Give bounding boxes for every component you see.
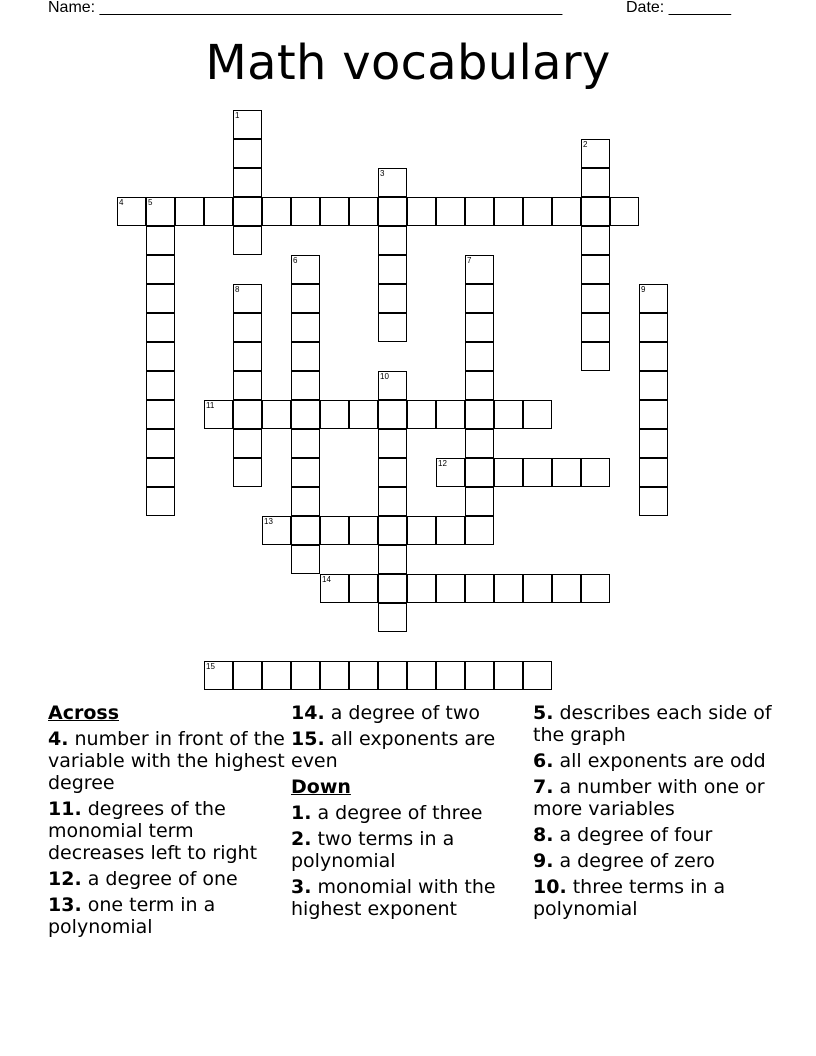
grid-cell[interactable] [204, 197, 233, 226]
grid-cell[interactable] [552, 197, 581, 226]
grid-cell[interactable] [465, 284, 494, 313]
grid-clue-number: 13 [264, 517, 273, 526]
grid-cell[interactable] [146, 458, 175, 487]
grid-clue-number: 5 [148, 198, 153, 207]
clue-number: 1. [291, 802, 312, 824]
grid-cell[interactable] [378, 197, 407, 226]
clue-number: 12. [48, 868, 82, 890]
grid-cell[interactable] [291, 342, 320, 371]
grid-cell[interactable] [291, 371, 320, 400]
clue-number: 2. [291, 828, 312, 850]
grid-cell[interactable] [465, 342, 494, 371]
clues-column-1 [48, 702, 288, 942]
clue-text: three terms in a polynomial [533, 876, 726, 920]
clue-text: a degree of three [317, 802, 483, 824]
grid-cell[interactable] [465, 487, 494, 516]
grid-cell[interactable] [465, 429, 494, 458]
clue-across-13 [48, 894, 288, 938]
grid-cell[interactable] [262, 400, 291, 429]
grid-cell[interactable] [349, 574, 378, 603]
grid-clue-number: 6 [293, 256, 298, 265]
clue-number: 13. [48, 894, 82, 916]
grid-cell[interactable] [639, 313, 668, 342]
grid-cell[interactable] [378, 487, 407, 516]
grid-cell[interactable] [378, 255, 407, 284]
clue-text: monomial with the highest exponent [291, 876, 496, 920]
grid-clue-number: 11 [206, 401, 215, 410]
grid-cell[interactable] [378, 545, 407, 574]
grid-cell[interactable] [581, 226, 610, 255]
grid-cell[interactable] [291, 516, 320, 545]
grid-cell[interactable] [233, 168, 262, 197]
clue-text: all exponents are even [291, 728, 496, 772]
grid-cell[interactable] [291, 400, 320, 429]
grid-cell[interactable] [581, 197, 610, 226]
grid-clue-number: 7 [467, 256, 472, 265]
grid-cell[interactable] [523, 661, 552, 690]
grid-cell[interactable] [552, 574, 581, 603]
grid-cell[interactable] [233, 197, 262, 226]
grid-cell[interactable] [436, 197, 465, 226]
clue-number: 11. [48, 798, 82, 820]
grid-cell[interactable] [291, 487, 320, 516]
clue-text: degrees of the monomial term decreases left to right [48, 798, 258, 864]
clue-number: 3. [291, 876, 312, 898]
clue-number: 7. [533, 776, 554, 798]
across-heading: Across [48, 702, 120, 724]
clue-number: 4. [48, 728, 69, 750]
grid-cell[interactable] [639, 342, 668, 371]
grid-cell[interactable] [523, 458, 552, 487]
grid-cell[interactable] [639, 458, 668, 487]
grid-cell[interactable] [233, 342, 262, 371]
clue-number: 6. [533, 750, 554, 772]
grid-cell[interactable] [146, 284, 175, 313]
clue-down-7 [533, 776, 773, 820]
grid-cell[interactable] [233, 400, 262, 429]
clue-text: a degree of two [330, 702, 480, 724]
grid-cell[interactable] [465, 661, 494, 690]
grid-cell[interactable] [378, 516, 407, 545]
clue-text: two terms in a polynomial [291, 828, 455, 872]
grid-cell[interactable] [465, 313, 494, 342]
grid-cell[interactable] [291, 313, 320, 342]
page-title: Math vocabulary [205, 35, 611, 91]
down-heading: Down [291, 776, 351, 798]
clue-across-11 [48, 798, 288, 864]
grid-cell[interactable] [436, 574, 465, 603]
grid-clue-number: 1 [235, 111, 240, 120]
grid-cell[interactable] [465, 516, 494, 545]
grid-cell[interactable] [291, 545, 320, 574]
grid-cell[interactable] [581, 284, 610, 313]
grid-cell[interactable] [436, 661, 465, 690]
clue-number: 14. [291, 702, 325, 724]
grid-cell[interactable] [146, 400, 175, 429]
grid-cell[interactable] [320, 516, 349, 545]
grid-cell[interactable] [233, 139, 262, 168]
grid-cell[interactable] [407, 574, 436, 603]
grid-cell[interactable] [378, 313, 407, 342]
grid-cell[interactable] [407, 197, 436, 226]
grid-cell[interactable] [146, 371, 175, 400]
grid-clue-number: 12 [438, 459, 447, 468]
grid-cell[interactable] [233, 226, 262, 255]
clue-down-6 [533, 750, 773, 772]
clue-text: a degree of zero [559, 850, 715, 872]
grid-cell[interactable] [581, 342, 610, 371]
grid-clue-number: 4 [119, 198, 124, 207]
grid-cell[interactable] [523, 574, 552, 603]
grid-cell[interactable] [639, 400, 668, 429]
grid-cell[interactable] [233, 429, 262, 458]
grid-cell[interactable] [349, 661, 378, 690]
grid-clue-number: 2 [583, 140, 588, 149]
grid-cell[interactable] [349, 516, 378, 545]
grid-cell[interactable] [291, 197, 320, 226]
clue-number: 10. [533, 876, 567, 898]
grid-cell[interactable] [146, 255, 175, 284]
clue-number: 15. [291, 728, 325, 750]
grid-cell[interactable] [465, 371, 494, 400]
clue-across-15 [291, 728, 531, 772]
grid-clue-number: 3 [380, 169, 385, 178]
grid-cell[interactable] [494, 574, 523, 603]
grid-cell[interactable] [610, 197, 639, 226]
grid-cell[interactable] [407, 400, 436, 429]
grid-cell[interactable] [407, 516, 436, 545]
clue-text: number in front of the variable with the highest degree [48, 728, 285, 794]
grid-cell[interactable] [639, 371, 668, 400]
grid-cell[interactable] [523, 400, 552, 429]
grid-cell[interactable] [291, 284, 320, 313]
grid-cell[interactable] [494, 400, 523, 429]
clue-down-1 [291, 802, 531, 824]
grid-cell[interactable] [320, 197, 349, 226]
grid-cell[interactable] [146, 313, 175, 342]
grid-cell[interactable] [291, 458, 320, 487]
grid-cell[interactable] [581, 313, 610, 342]
grid-cell[interactable] [465, 197, 494, 226]
grid-cell[interactable] [378, 429, 407, 458]
grid-cell[interactable] [378, 458, 407, 487]
grid-cell[interactable] [494, 458, 523, 487]
grid-cell[interactable] [233, 458, 262, 487]
clue-text: a degree of one [87, 868, 238, 890]
grid-cell[interactable] [581, 168, 610, 197]
grid-cell[interactable] [378, 400, 407, 429]
grid-clue-number: 9 [641, 285, 646, 294]
grid-clue-number: 10 [380, 372, 389, 381]
grid-cell[interactable] [233, 371, 262, 400]
clue-across-14 [291, 702, 531, 724]
clue-number: 5. [533, 702, 554, 724]
grid-cell[interactable] [146, 487, 175, 516]
clue-down-8 [533, 824, 773, 846]
grid-cell[interactable] [291, 429, 320, 458]
clue-number: 9. [533, 850, 554, 872]
grid-cell[interactable] [378, 603, 407, 632]
grid-cell[interactable] [175, 197, 204, 226]
grid-cell[interactable] [465, 458, 494, 487]
clue-number: 8. [533, 824, 554, 846]
clue-down-2 [291, 828, 531, 872]
grid-cell[interactable] [494, 661, 523, 690]
grid-cell[interactable] [262, 197, 291, 226]
grid-cell[interactable] [436, 400, 465, 429]
grid-cell[interactable] [465, 400, 494, 429]
grid-cell[interactable] [378, 226, 407, 255]
clue-across-12 [48, 868, 288, 890]
clue-text: all exponents are odd [559, 750, 766, 772]
grid-cell[interactable] [639, 487, 668, 516]
grid-cell[interactable] [378, 574, 407, 603]
clue-across-4 [48, 728, 288, 794]
clues-column-3 [533, 702, 773, 924]
clue-text: a degree of four [559, 824, 713, 846]
grid-clue-number: 15 [206, 662, 215, 671]
grid-cell[interactable] [378, 284, 407, 313]
grid-cell[interactable] [407, 661, 436, 690]
clue-text: describes each side of the graph [533, 702, 772, 746]
clue-text: one term in a polynomial [48, 894, 216, 938]
grid-clue-number: 8 [235, 285, 240, 294]
date-line[interactable]: Date: _______ [626, 0, 731, 16]
grid-cell[interactable] [349, 197, 378, 226]
clue-down-10 [533, 876, 773, 920]
grid-cell[interactable] [378, 661, 407, 690]
grid-cell[interactable] [465, 574, 494, 603]
grid-cell[interactable] [639, 429, 668, 458]
grid-cell[interactable] [581, 458, 610, 487]
grid-cell[interactable] [291, 661, 320, 690]
grid-cell[interactable] [146, 226, 175, 255]
grid-cell[interactable] [523, 197, 552, 226]
name-line[interactable]: Name: ____________________________________________________ [48, 0, 563, 16]
grid-clue-number: 14 [322, 575, 331, 584]
grid-cell[interactable] [581, 574, 610, 603]
grid-cell[interactable] [146, 342, 175, 371]
grid-cell[interactable] [320, 400, 349, 429]
clue-text: a number with one or more variables [533, 776, 765, 820]
grid-cell[interactable] [349, 400, 378, 429]
grid-cell[interactable] [581, 255, 610, 284]
grid-cell[interactable] [233, 313, 262, 342]
grid-cell[interactable] [146, 429, 175, 458]
grid-cell[interactable] [552, 458, 581, 487]
clue-down-3 [291, 876, 531, 920]
grid-cell[interactable] [233, 661, 262, 690]
grid-cell[interactable] [262, 661, 291, 690]
grid-cell[interactable] [436, 516, 465, 545]
clue-down-5 [533, 702, 773, 746]
clue-down-9 [533, 850, 773, 872]
grid-cell[interactable] [494, 197, 523, 226]
clues-column-2 [291, 702, 531, 924]
grid-cell[interactable] [320, 661, 349, 690]
